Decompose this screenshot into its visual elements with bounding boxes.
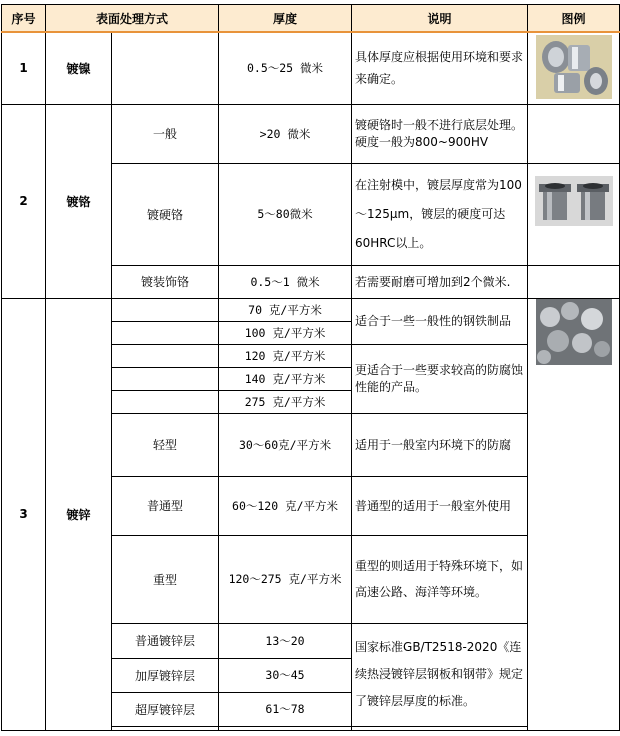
image-cell [528, 32, 620, 104]
header-method: 表面处理方式 [46, 5, 219, 33]
note-cell: 重型的则适用于特殊环境下，如高速公路、海洋等环境。 [352, 535, 528, 623]
sub-method-empty [112, 321, 219, 344]
sub-method: 普通型 [112, 476, 219, 535]
table-row [2, 104, 620, 163]
thickness-cell: 120～275 克/平方米 [219, 535, 352, 623]
header-seq: 序号 [2, 5, 46, 33]
sub-method: 加厚镀锌层 [112, 658, 219, 692]
thickness-cell: 5～80微米 [219, 163, 352, 265]
method-name: 镀锌 [46, 298, 112, 730]
sub-method: 镀硬铬 [112, 163, 219, 265]
thickness-cell: 30～60克/平方米 [219, 413, 352, 476]
chrome-bushings-image [535, 176, 613, 226]
zinc-rods-image [536, 299, 612, 365]
note-cell: 普通型的适用于一般室外使用 [352, 476, 528, 535]
spacer-cell [352, 726, 528, 730]
sub-method-empty [112, 390, 219, 413]
plating-spec-table [1, 4, 620, 731]
note-cell: 国家标准GB/T2518-2020《连续热浸镀锌层钢板和钢带》规定了镀锌层厚度的标准。 [352, 623, 528, 726]
thickness-cell: >20 微米 [219, 104, 352, 163]
thickness-cell: 61～78 [219, 692, 352, 726]
table-row [2, 298, 620, 321]
sub-method-empty [112, 344, 219, 367]
thickness-cell: 13～20 [219, 623, 352, 658]
spacer-cell [219, 726, 352, 730]
thickness-cell: 120 克/平方米 [219, 344, 352, 367]
note-cell: 具体厚度应根据使用环境和要求来确定。 [352, 32, 528, 104]
image-cell-empty [528, 104, 620, 163]
sub-method-empty [112, 298, 219, 321]
thickness-cell: 100 克/平方米 [219, 321, 352, 344]
note-cell: 若需要耐磨可增加到2个微米. [352, 265, 528, 298]
header-image: 图例 [528, 5, 620, 33]
sub-method: 超厚镀锌层 [112, 692, 219, 726]
sub-method-empty [112, 32, 219, 104]
note-cell: 镀硬铬时一般不进行底层处理。硬度一般为800~900HV [352, 104, 528, 163]
image-cell [528, 298, 620, 730]
sub-method: 镀装饰铬 [112, 265, 219, 298]
sub-method: 一般 [112, 104, 219, 163]
thickness-cell: 60～120 克/平方米 [219, 476, 352, 535]
thickness-cell: 70 克/平方米 [219, 298, 352, 321]
note-cell: 适合于一些一般性的钢铁制品 [352, 298, 528, 344]
method-name: 镀铬 [46, 104, 112, 298]
sub-method: 轻型 [112, 413, 219, 476]
image-cell-empty [528, 265, 620, 298]
note-cell: 更适合于一些要求较高的防腐蚀性能的产品。 [352, 344, 528, 413]
nickel-parts-image [536, 35, 612, 99]
spacer-cell [112, 726, 219, 730]
header-note: 说明 [352, 5, 528, 33]
thickness-cell: 140 克/平方米 [219, 367, 352, 390]
method-name: 镀镍 [46, 32, 112, 104]
note-cell: 在注射模中，镀层厚度常为100～125μm，镀层的硬度可达60HRC以上。 [352, 163, 528, 265]
table-header-row [2, 5, 620, 33]
sub-method-empty [112, 367, 219, 390]
thickness-cell: 0.5～25 微米 [219, 32, 352, 104]
sub-method: 普通镀锌层 [112, 623, 219, 658]
thickness-cell: 30～45 [219, 658, 352, 692]
row-number: 1 [2, 32, 46, 104]
note-cell: 适用于一般室内环境下的防腐 [352, 413, 528, 476]
thickness-cell: 275 克/平方米 [219, 390, 352, 413]
header-thickness: 厚度 [219, 5, 352, 33]
sub-method: 重型 [112, 535, 219, 623]
row-number: 3 [2, 298, 46, 730]
table-row [2, 32, 620, 104]
image-cell [528, 163, 620, 265]
thickness-cell: 0.5～1 微米 [219, 265, 352, 298]
row-number: 2 [2, 104, 46, 298]
